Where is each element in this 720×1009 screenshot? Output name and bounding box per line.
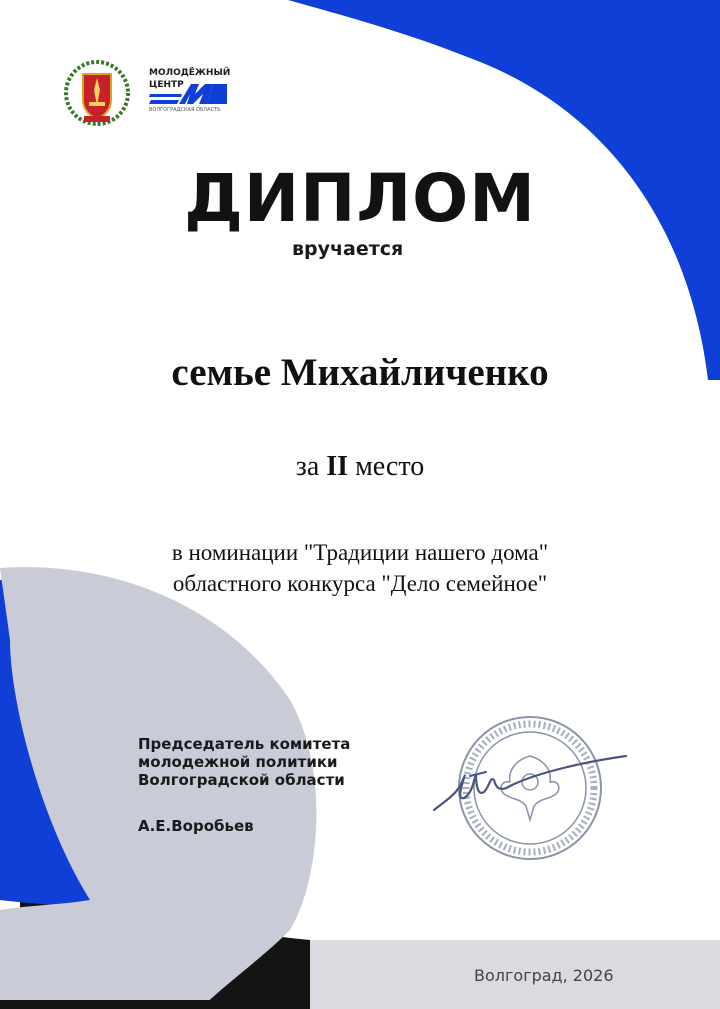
volgograd-coat-of-arms-icon [64, 60, 130, 126]
recipient-name: семье Михайличенко [171, 351, 549, 394]
youth-center-m-mark-icon [149, 82, 227, 106]
signer-name: А.Е.Воробьев [138, 817, 254, 835]
signer-position-line1: Председатель комитета [138, 735, 351, 753]
org-region: ВОЛГОГРАДСКАЯ ОБЛАСТЬ [149, 107, 221, 113]
place-value: II [326, 451, 349, 482]
award-place [0, 451, 720, 483]
signer-position-line2: молодежной политики [138, 753, 338, 771]
place-prefix: за [295, 451, 320, 482]
handwritten-signature-icon [430, 752, 630, 822]
footer-band-left [0, 1000, 310, 1009]
signer-position-line3: Волгоградской области [138, 771, 345, 789]
org-name-line1: МОЛОДЁЖНЫЙ [149, 68, 231, 78]
nomination-line1: в номинации "Традиции нашего дома" [171, 540, 549, 565]
footer-city-year: Волгоград, 2026 [474, 966, 614, 985]
org-name-line2: ЦЕНТР [149, 80, 184, 90]
place-suffix: место [355, 451, 425, 482]
nomination-line2: областного конкурса "Дело семейное" [172, 571, 548, 596]
diploma-title: ДИПЛОМ [184, 160, 536, 237]
diploma-subtitle: вручается [292, 238, 404, 260]
